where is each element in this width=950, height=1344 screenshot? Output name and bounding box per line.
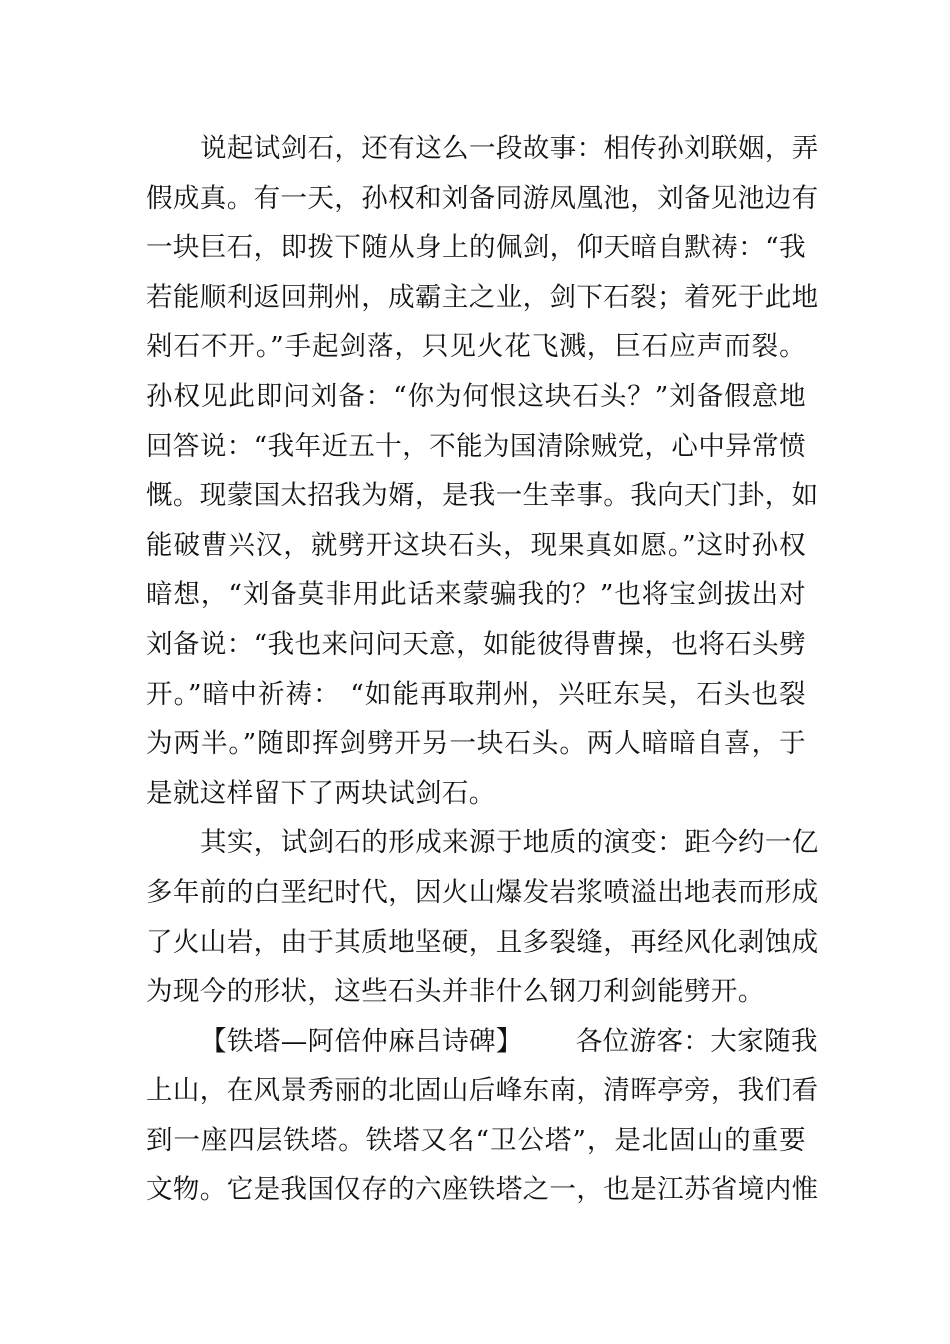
paragraph-1-line-12: 开。”暗中祈祷： “如能再取荆州，兴旺东吴，石头也裂 — [146, 678, 806, 710]
paragraph-2-line-4: 为现今的形状，这些石头并非什么钢刀利剑能劈开。 — [146, 976, 765, 1008]
paragraph-1-line-1: 说起试剑石，还有这么一段故事：相传孙刘联姻，弄 — [200, 133, 819, 164]
paragraph-1-line-2: 假成真。有一天，孙权和刘备同游凤凰池，刘备见池边有 — [146, 182, 819, 214]
paragraph-2-line-3: 了火山岩，由于其质地坚硬，且多裂缝，再经风化剥蚀成 — [146, 926, 819, 958]
paragraph-2-line-1: 其实，试剑石的形成来源于地质的演变：距今约一亿 — [200, 827, 819, 859]
paragraph-1-line-10: 暗想，“刘备莫非用此话来蒙骗我的？”也将宝剑拔出对 — [146, 579, 806, 611]
body-text — [146, 124, 819, 1215]
paragraph-3-line-4: 文物。它是我国仅存的六座铁塔之一，也是江苏省境内惟 — [146, 1174, 819, 1206]
paragraph-1-line-8: 慨。现蒙国太招我为婿，是我一生幸事。我向天门卦，如 — [146, 480, 819, 512]
paragraph-1-line-5: 剁石不开。”手起剑落，只见火花飞溅，巨石应声而裂。 — [146, 331, 806, 363]
paragraph-1-line-6: 孙权见此即问刘备：“你为何恨这块石头？”刘备假意地 — [146, 380, 806, 412]
paragraph-2-line-2: 多年前的白垩纪时代，因火山爆发岩浆喷溢出地表而形成 — [146, 876, 819, 908]
section-intro: 各位游客：大家随我 — [575, 1025, 818, 1057]
paragraph-1-line-11: 刘备说：“我也来问问天意，如能彼得曹操，也将石头劈 — [146, 628, 806, 660]
paragraph-1-line-13: 为两半。”随即挥剑劈开另一块石头。两人暗暗自喜，于 — [146, 728, 806, 760]
section-heading: 【铁塔—阿倍仲麻吕诗碑】 — [200, 1025, 523, 1057]
paragraph-1-line-7: 回答说：“我年近五十，不能为国清除贼党，心中异常愤 — [146, 430, 806, 462]
paragraph-1-line-3: 一块巨石，即拨下随从身上的佩剑，仰天暗自默祷：“我 — [146, 232, 806, 264]
paragraph-3-line-3: 到一座四层铁塔。铁塔又名“卫公塔”，是北固山的重要 — [146, 1124, 806, 1156]
paragraph-1-line-14: 是就这样留下了两块试剑石。 — [146, 777, 496, 809]
paragraph-3-line-1 — [146, 1017, 818, 1067]
paragraph-1-line-4: 若能顺利返回荆州，成霸主之业，剑下石裂；着死于此地 — [146, 281, 819, 313]
paragraph-1-line-9: 能破曹兴汉，就劈开这块石头，现果真如愿。”这时孙权 — [146, 529, 806, 561]
paragraph-3-line-2: 上山，在风景秀丽的北固山后峰东南，清晖亭旁，我们看 — [146, 1075, 819, 1107]
